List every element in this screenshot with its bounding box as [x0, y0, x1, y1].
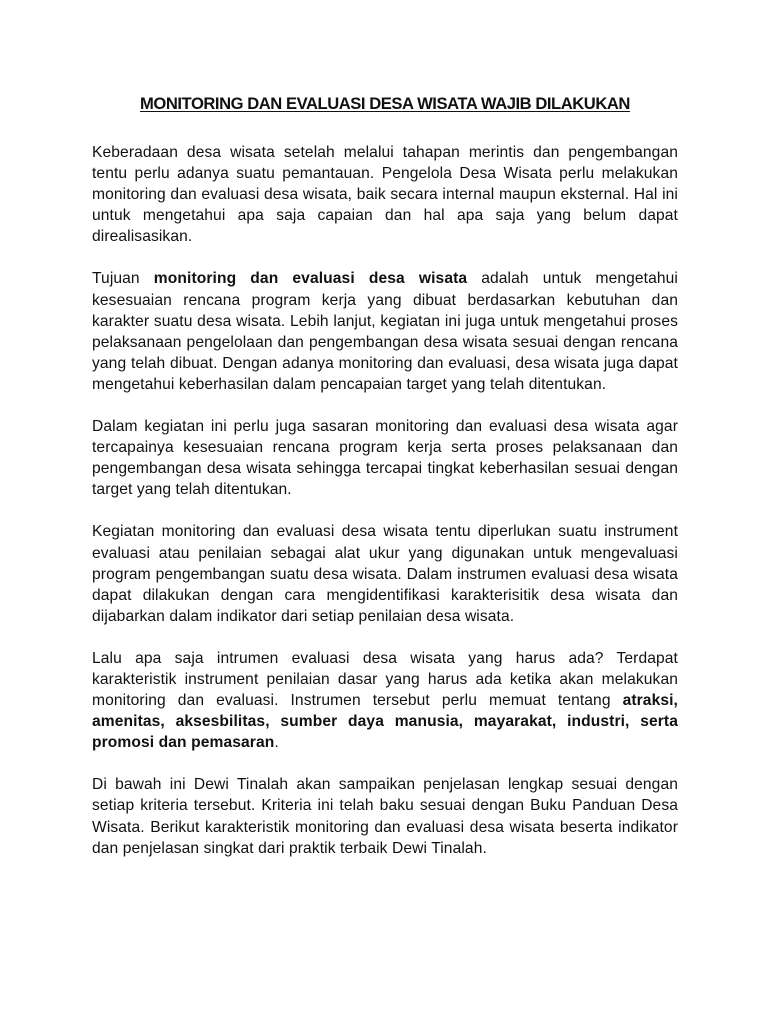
paragraph-criteria-rest: .: [274, 734, 279, 752]
paragraph-criteria-bold: atraksi, amenitas, aksesbilitas, sumber daya manusia, mayarakat, industri, serta promosi dan pemasaran: [92, 692, 678, 752]
paragraph-purpose-lead: Tujuan: [92, 270, 154, 288]
paragraph-criteria: [92, 648, 678, 753]
paragraph-criteria-lead: Lalu apa saja intrumen evaluasi desa wisata yang harus ada? Terdapat karakteristik instrument penilaian dasar yang harus ada ketika akan melakukan monitoring dan evaluasi. Instrumen tersebut perlu memuat tentang: [92, 649, 678, 710]
paragraph-purpose-rest: adalah untuk mengetahui kesesuaian rencana program kerja yang dibuat berdasarkan kebutuhan dan karakter suatu desa wisata. Lebih lanjut, kegiatan ini juga untuk mengetahui proses pelaksanaan pengelolaan dan pengembangan desa wisata sesuai dengan rencana yang telah dibuat. Dengan adanya monitoring dan evaluasi, desa wisata juga dapat mengetahui keberhasilan dalam pencapaian target yang telah ditentukan.: [92, 270, 678, 393]
paragraph-purpose: [92, 268, 678, 395]
paragraph-closing: Di bawah ini Dewi Tinalah akan sampaikan penjelasan lengkap sesuai dengan setiap kriteria tersebut. Kriteria ini telah baku sesuai dengan Buku Panduan Desa Wisata. Berikut karakteristik monitoring dan evaluasi desa wisata beserta indikator dan penjelasan singkat dari praktik terbaik Dewi Tinalah.: [92, 776, 678, 857]
paragraph-target: Dalam kegiatan ini perlu juga sasaran monitoring dan evaluasi desa wisata agar tercapainya kesesuaian rencana program kerja serta proses pelaksanaan dan pengembangan desa wisata sehingga tercapai tingkat keberhasilan sesuai dengan target yang telah ditentukan.: [92, 418, 678, 499]
paragraph-purpose-bold: monitoring dan evaluasi desa wisata: [153, 270, 468, 288]
document-title: MONITORING DAN EVALUASI DESA WISATA WAJIB DILAKUKAN: [140, 94, 630, 113]
paragraph-intro: Keberadaan desa wisata setelah melalui tahapan merintis dan pengembangan tentu perlu adanya suatu pemantauan. Pengelola Desa Wisata perlu melakukan monitoring dan evaluasi desa wisata, baik secara internal maupun eksternal. Hal ini untuk mengetahui apa saja capaian dan hal apa saja yang belum dapat direalisasikan.: [92, 144, 678, 246]
document-body: [92, 142, 678, 880]
paragraph-instrument: Kegiatan monitoring dan evaluasi desa wisata tentu diperlukan suatu instrument evaluasi atau penilaian sebagai alat ukur yang digunakan untuk mengevaluasi program pengembangan suatu desa wisata. Dalam instrumen evaluasi desa wisata dapat dilakukan dengan cara mengidentifikasi karakterisitik desa wisata dan dijabarkan dalam indikator dari setiap penilaian desa wisata.: [92, 523, 678, 625]
